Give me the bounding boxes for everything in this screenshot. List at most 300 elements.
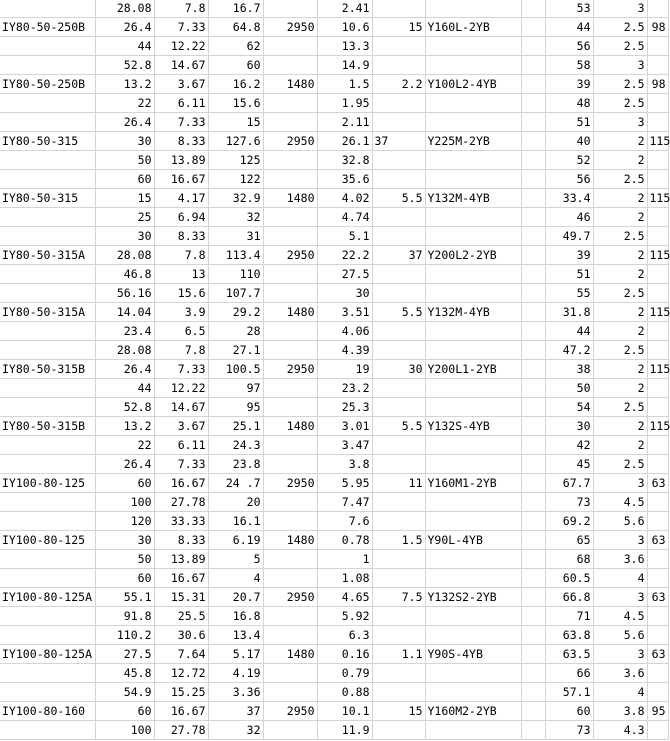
cell[interactable] xyxy=(521,18,545,37)
cell[interactable]: 24 .7 xyxy=(208,474,263,493)
cell[interactable]: 1480 xyxy=(263,645,317,664)
cell[interactable]: Y132S-4YB xyxy=(425,417,521,436)
cell[interactable]: 5.5 xyxy=(372,303,425,322)
cell[interactable] xyxy=(647,227,668,246)
cell[interactable]: 13.3 xyxy=(317,37,372,56)
cell[interactable] xyxy=(372,227,425,246)
cell[interactable]: 5.92 xyxy=(317,607,372,626)
cell[interactable] xyxy=(0,284,95,303)
cell[interactable]: 62 xyxy=(208,37,263,56)
cell[interactable] xyxy=(372,493,425,512)
cell[interactable] xyxy=(521,721,545,740)
cell[interactable]: 5.95 xyxy=(317,474,372,493)
cell[interactable]: IY80-50-315B xyxy=(0,417,95,436)
cell[interactable]: 2950 xyxy=(263,474,317,493)
cell[interactable]: 49.7 xyxy=(545,227,593,246)
cell[interactable]: 115 xyxy=(647,303,668,322)
cell[interactable]: 10.6 xyxy=(317,18,372,37)
cell[interactable] xyxy=(372,664,425,683)
cell[interactable]: 56 xyxy=(545,37,593,56)
cell[interactable] xyxy=(263,455,317,474)
cell[interactable]: 60 xyxy=(95,170,154,189)
cell[interactable] xyxy=(0,208,95,227)
cell[interactable]: 3.36 xyxy=(208,683,263,702)
cell[interactable]: 26.1 xyxy=(317,132,372,151)
cell[interactable]: 60 xyxy=(95,569,154,588)
cell[interactable]: 3 xyxy=(593,645,647,664)
cell[interactable]: 7.33 xyxy=(154,360,208,379)
cell[interactable]: 7.8 xyxy=(154,0,208,18)
cell[interactable]: 44 xyxy=(545,322,593,341)
cell[interactable]: 3 xyxy=(593,474,647,493)
cell[interactable]: IY100-80-125 xyxy=(0,531,95,550)
cell[interactable] xyxy=(263,569,317,588)
cell[interactable]: 40 xyxy=(545,132,593,151)
cell[interactable] xyxy=(425,379,521,398)
cell[interactable]: 37 xyxy=(372,132,425,151)
cell[interactable]: 51 xyxy=(545,113,593,132)
cell[interactable]: 8.33 xyxy=(154,227,208,246)
cell[interactable]: IY80-50-315 xyxy=(0,189,95,208)
cell[interactable]: 2 xyxy=(593,322,647,341)
cell[interactable]: 28.08 xyxy=(95,0,154,18)
cell[interactable] xyxy=(372,113,425,132)
cell[interactable] xyxy=(521,702,545,721)
cell[interactable]: 37 xyxy=(208,702,263,721)
cell[interactable] xyxy=(0,493,95,512)
cell[interactable] xyxy=(647,398,668,417)
cell[interactable] xyxy=(263,436,317,455)
cell[interactable] xyxy=(647,208,668,227)
cell[interactable] xyxy=(647,37,668,56)
cell[interactable] xyxy=(521,607,545,626)
cell[interactable]: 2 xyxy=(593,189,647,208)
cell[interactable]: 12.22 xyxy=(154,37,208,56)
cell[interactable] xyxy=(521,360,545,379)
cell[interactable] xyxy=(263,113,317,132)
cell[interactable]: 22 xyxy=(95,436,154,455)
cell[interactable]: 10.1 xyxy=(317,702,372,721)
cell[interactable]: Y200L2-2YB xyxy=(425,246,521,265)
cell[interactable]: 15 xyxy=(208,113,263,132)
cell[interactable]: 14.67 xyxy=(154,398,208,417)
cell[interactable] xyxy=(521,0,545,18)
cell[interactable]: 2 xyxy=(593,379,647,398)
cell[interactable] xyxy=(647,550,668,569)
cell[interactable]: 30 xyxy=(372,360,425,379)
cell[interactable] xyxy=(647,455,668,474)
cell[interactable]: 125 xyxy=(208,151,263,170)
cell[interactable] xyxy=(0,113,95,132)
cell[interactable]: 6.11 xyxy=(154,94,208,113)
cell[interactable]: 3 xyxy=(593,0,647,18)
cell[interactable]: 12.72 xyxy=(154,664,208,683)
cell[interactable] xyxy=(372,398,425,417)
cell[interactable] xyxy=(0,607,95,626)
cell[interactable] xyxy=(521,322,545,341)
cell[interactable]: 6.94 xyxy=(154,208,208,227)
cell[interactable] xyxy=(263,322,317,341)
cell[interactable] xyxy=(0,322,95,341)
cell[interactable]: 60 xyxy=(95,702,154,721)
cell[interactable]: 63 xyxy=(647,531,668,550)
cell[interactable]: 15 xyxy=(95,189,154,208)
cell[interactable] xyxy=(521,94,545,113)
cell[interactable] xyxy=(372,379,425,398)
cell[interactable]: 15.25 xyxy=(154,683,208,702)
cell[interactable] xyxy=(521,151,545,170)
cell[interactable] xyxy=(0,721,95,740)
cell[interactable]: 30 xyxy=(95,531,154,550)
cell[interactable]: 7.33 xyxy=(154,18,208,37)
cell[interactable]: 15.6 xyxy=(154,284,208,303)
cell[interactable]: 100 xyxy=(95,721,154,740)
cell[interactable] xyxy=(263,379,317,398)
cell[interactable] xyxy=(372,56,425,75)
cell[interactable]: 19 xyxy=(317,360,372,379)
cell[interactable] xyxy=(647,379,668,398)
cell[interactable]: 5.6 xyxy=(593,512,647,531)
cell[interactable] xyxy=(0,379,95,398)
cell[interactable]: 52.8 xyxy=(95,56,154,75)
cell[interactable]: 57.1 xyxy=(545,683,593,702)
cell[interactable]: 32 xyxy=(208,721,263,740)
cell[interactable]: 2.5 xyxy=(593,398,647,417)
cell[interactable]: 2.5 xyxy=(593,227,647,246)
cell[interactable] xyxy=(425,284,521,303)
cell[interactable] xyxy=(521,664,545,683)
cell[interactable] xyxy=(425,227,521,246)
cell[interactable]: 27.1 xyxy=(208,341,263,360)
cell[interactable]: 44 xyxy=(545,18,593,37)
cell[interactable] xyxy=(263,626,317,645)
cell[interactable] xyxy=(263,94,317,113)
cell[interactable] xyxy=(0,683,95,702)
cell[interactable]: 13.2 xyxy=(95,75,154,94)
cell[interactable]: 63 xyxy=(647,474,668,493)
cell[interactable]: 110 xyxy=(208,265,263,284)
cell[interactable] xyxy=(425,170,521,189)
cell[interactable]: 35.6 xyxy=(317,170,372,189)
cell[interactable]: 8.33 xyxy=(154,531,208,550)
cell[interactable]: Y90S-4YB xyxy=(425,645,521,664)
cell[interactable] xyxy=(263,284,317,303)
cell[interactable] xyxy=(372,284,425,303)
cell[interactable]: 31.8 xyxy=(545,303,593,322)
cell[interactable] xyxy=(521,645,545,664)
cell[interactable]: 60 xyxy=(95,474,154,493)
cell[interactable]: 15.6 xyxy=(208,94,263,113)
cell[interactable] xyxy=(521,626,545,645)
cell[interactable]: 73 xyxy=(545,721,593,740)
cell[interactable] xyxy=(263,683,317,702)
cell[interactable]: 2.5 xyxy=(593,75,647,94)
cell[interactable]: IY80-50-250B xyxy=(0,75,95,94)
cell[interactable]: 28 xyxy=(208,322,263,341)
cell[interactable]: 2.5 xyxy=(593,94,647,113)
cell[interactable]: 6.11 xyxy=(154,436,208,455)
cell[interactable] xyxy=(521,341,545,360)
cell[interactable]: 20 xyxy=(208,493,263,512)
cell[interactable]: 25.3 xyxy=(317,398,372,417)
cell[interactable]: 44 xyxy=(95,379,154,398)
cell[interactable] xyxy=(521,569,545,588)
cell[interactable]: 1.1 xyxy=(372,645,425,664)
cell[interactable]: 4.19 xyxy=(208,664,263,683)
cell[interactable] xyxy=(647,0,668,18)
cell[interactable]: 14.9 xyxy=(317,56,372,75)
cell[interactable]: 5 xyxy=(208,550,263,569)
cell[interactable]: 2 xyxy=(593,151,647,170)
cell[interactable]: Y160M1-2YB xyxy=(425,474,521,493)
cell[interactable] xyxy=(372,683,425,702)
cell[interactable]: 2 xyxy=(593,208,647,227)
cell[interactable]: 98 xyxy=(647,18,668,37)
cell[interactable] xyxy=(372,208,425,227)
cell[interactable] xyxy=(372,569,425,588)
cell[interactable] xyxy=(0,550,95,569)
cell[interactable]: 4.06 xyxy=(317,322,372,341)
cell[interactable]: 26.4 xyxy=(95,18,154,37)
cell[interactable] xyxy=(425,569,521,588)
cell[interactable] xyxy=(425,322,521,341)
cell[interactable]: 1480 xyxy=(263,75,317,94)
cell[interactable]: 4.65 xyxy=(317,588,372,607)
cell[interactable]: 4.5 xyxy=(593,493,647,512)
cell[interactable] xyxy=(425,0,521,18)
cell[interactable]: 60.5 xyxy=(545,569,593,588)
cell[interactable]: 25.5 xyxy=(154,607,208,626)
cell[interactable] xyxy=(372,170,425,189)
cell[interactable]: 28.08 xyxy=(95,246,154,265)
cell[interactable]: 42 xyxy=(545,436,593,455)
cell[interactable]: 27.78 xyxy=(154,721,208,740)
cell[interactable] xyxy=(647,493,668,512)
cell[interactable] xyxy=(521,550,545,569)
cell[interactable] xyxy=(425,550,521,569)
cell[interactable]: 51 xyxy=(545,265,593,284)
cell[interactable]: IY80-50-315B xyxy=(0,360,95,379)
cell[interactable] xyxy=(425,493,521,512)
cell[interactable]: 2.5 xyxy=(593,37,647,56)
cell[interactable]: 1480 xyxy=(263,417,317,436)
cell[interactable] xyxy=(425,113,521,132)
cell[interactable]: IY80-50-315 xyxy=(0,132,95,151)
cell[interactable]: 7.6 xyxy=(317,512,372,531)
cell[interactable]: 55.1 xyxy=(95,588,154,607)
cell[interactable] xyxy=(372,626,425,645)
cell[interactable] xyxy=(425,607,521,626)
cell[interactable]: 2 xyxy=(593,303,647,322)
cell[interactable]: 1480 xyxy=(263,303,317,322)
cell[interactable] xyxy=(521,398,545,417)
cell[interactable]: 113.4 xyxy=(208,246,263,265)
cell[interactable] xyxy=(425,683,521,702)
cell[interactable]: 30.6 xyxy=(154,626,208,645)
cell[interactable]: 32.8 xyxy=(317,151,372,170)
cell[interactable]: 13.4 xyxy=(208,626,263,645)
cell[interactable]: 3.51 xyxy=(317,303,372,322)
cell[interactable]: 0.78 xyxy=(317,531,372,550)
cell[interactable]: 11 xyxy=(372,474,425,493)
cell[interactable] xyxy=(0,265,95,284)
cell[interactable]: 1.5 xyxy=(372,531,425,550)
cell[interactable]: 1 xyxy=(317,550,372,569)
cell[interactable] xyxy=(521,37,545,56)
cell[interactable]: 14.67 xyxy=(154,56,208,75)
cell[interactable] xyxy=(521,246,545,265)
cell[interactable]: 60 xyxy=(545,702,593,721)
cell[interactable]: 45 xyxy=(545,455,593,474)
cell[interactable] xyxy=(0,398,95,417)
cell[interactable]: 3.8 xyxy=(317,455,372,474)
cell[interactable] xyxy=(521,683,545,702)
cell[interactable] xyxy=(425,626,521,645)
cell[interactable] xyxy=(0,569,95,588)
cell[interactable] xyxy=(521,455,545,474)
cell[interactable] xyxy=(647,284,668,303)
cell[interactable]: 95 xyxy=(208,398,263,417)
cell[interactable]: 55 xyxy=(545,284,593,303)
cell[interactable]: Y160L-2YB xyxy=(425,18,521,37)
cell[interactable] xyxy=(372,37,425,56)
cell[interactable]: 5.1 xyxy=(317,227,372,246)
cell[interactable]: 27.78 xyxy=(154,493,208,512)
cell[interactable] xyxy=(372,455,425,474)
cell[interactable] xyxy=(372,0,425,18)
cell[interactable]: 115 xyxy=(647,132,668,151)
cell[interactable] xyxy=(0,512,95,531)
cell[interactable]: 24.3 xyxy=(208,436,263,455)
cell[interactable]: IY80-50-250B xyxy=(0,18,95,37)
cell[interactable] xyxy=(647,721,668,740)
cell[interactable] xyxy=(372,550,425,569)
cell[interactable]: 63.8 xyxy=(545,626,593,645)
cell[interactable]: 63.5 xyxy=(545,645,593,664)
cell[interactable]: 56.16 xyxy=(95,284,154,303)
cell[interactable]: 4.5 xyxy=(593,607,647,626)
cell[interactable]: 23.4 xyxy=(95,322,154,341)
cell[interactable] xyxy=(263,170,317,189)
cell[interactable]: 0.16 xyxy=(317,645,372,664)
cell[interactable]: 16.2 xyxy=(208,75,263,94)
cell[interactable]: IY80-50-315A xyxy=(0,303,95,322)
cell[interactable] xyxy=(263,607,317,626)
cell[interactable] xyxy=(425,455,521,474)
cell[interactable]: 7.5 xyxy=(372,588,425,607)
cell[interactable]: 6.5 xyxy=(154,322,208,341)
cell[interactable]: 91.8 xyxy=(95,607,154,626)
cell[interactable] xyxy=(372,436,425,455)
cell[interactable]: 15.31 xyxy=(154,588,208,607)
cell[interactable]: 5.5 xyxy=(372,417,425,436)
cell[interactable] xyxy=(0,151,95,170)
cell[interactable]: 38 xyxy=(545,360,593,379)
cell[interactable]: 13.89 xyxy=(154,550,208,569)
cell[interactable]: 4 xyxy=(208,569,263,588)
cell[interactable] xyxy=(372,607,425,626)
cell[interactable] xyxy=(372,512,425,531)
cell[interactable]: 2950 xyxy=(263,246,317,265)
cell[interactable]: 30 xyxy=(317,284,372,303)
cell[interactable]: 52.8 xyxy=(95,398,154,417)
cell[interactable]: 66.8 xyxy=(545,588,593,607)
cell[interactable]: 5.5 xyxy=(372,189,425,208)
cell[interactable] xyxy=(521,284,545,303)
cell[interactable] xyxy=(647,151,668,170)
cell[interactable] xyxy=(425,151,521,170)
cell[interactable]: 13.2 xyxy=(95,417,154,436)
cell[interactable]: 15 xyxy=(372,18,425,37)
cell[interactable]: 2950 xyxy=(263,18,317,37)
cell[interactable]: 2950 xyxy=(263,360,317,379)
cell[interactable]: 2 xyxy=(593,360,647,379)
cell[interactable] xyxy=(263,0,317,18)
cell[interactable]: 20.7 xyxy=(208,588,263,607)
cell[interactable] xyxy=(521,75,545,94)
cell[interactable]: IY100-80-160 xyxy=(0,702,95,721)
cell[interactable]: 1.08 xyxy=(317,569,372,588)
cell[interactable]: 16.67 xyxy=(154,569,208,588)
cell[interactable]: 115 xyxy=(647,189,668,208)
cell[interactable] xyxy=(263,493,317,512)
cell[interactable]: 97 xyxy=(208,379,263,398)
cell[interactable]: 64.8 xyxy=(208,18,263,37)
cell[interactable]: Y200L1-2YB xyxy=(425,360,521,379)
cell[interactable]: Y90L-4YB xyxy=(425,531,521,550)
cell[interactable] xyxy=(521,512,545,531)
cell[interactable]: 23.8 xyxy=(208,455,263,474)
cell[interactable] xyxy=(372,341,425,360)
cell[interactable]: Y160M2-2YB xyxy=(425,702,521,721)
cell[interactable]: 16.8 xyxy=(208,607,263,626)
cell[interactable]: 4 xyxy=(593,683,647,702)
cell[interactable] xyxy=(425,398,521,417)
cell[interactable]: 39 xyxy=(545,75,593,94)
cell[interactable]: 30 xyxy=(95,227,154,246)
cell[interactable]: 2.5 xyxy=(593,341,647,360)
cell[interactable]: 3.8 xyxy=(593,702,647,721)
cell[interactable] xyxy=(0,227,95,246)
cell[interactable]: 2.2 xyxy=(372,75,425,94)
cell[interactable]: 7.64 xyxy=(154,645,208,664)
cell[interactable]: 67.7 xyxy=(545,474,593,493)
cell[interactable]: Y132S2-2YB xyxy=(425,588,521,607)
cell[interactable]: 60 xyxy=(208,56,263,75)
cell[interactable]: 3.6 xyxy=(593,664,647,683)
cell[interactable]: 4.3 xyxy=(593,721,647,740)
cell[interactable]: 3 xyxy=(593,56,647,75)
cell[interactable] xyxy=(263,398,317,417)
cell[interactable]: 23.2 xyxy=(317,379,372,398)
cell[interactable]: 2.5 xyxy=(593,284,647,303)
cell[interactable] xyxy=(0,664,95,683)
cell[interactable]: 12.22 xyxy=(154,379,208,398)
cell[interactable]: 26.4 xyxy=(95,113,154,132)
cell[interactable]: 2950 xyxy=(263,132,317,151)
cell[interactable] xyxy=(647,341,668,360)
cell[interactable]: 4.74 xyxy=(317,208,372,227)
cell[interactable]: 26.4 xyxy=(95,455,154,474)
cell[interactable]: 13.89 xyxy=(154,151,208,170)
cell[interactable]: 98 xyxy=(647,75,668,94)
cell[interactable] xyxy=(425,37,521,56)
cell[interactable] xyxy=(425,94,521,113)
cell[interactable] xyxy=(521,189,545,208)
cell[interactable]: 100 xyxy=(95,493,154,512)
cell[interactable]: 73 xyxy=(545,493,593,512)
cell[interactable]: 63 xyxy=(647,588,668,607)
